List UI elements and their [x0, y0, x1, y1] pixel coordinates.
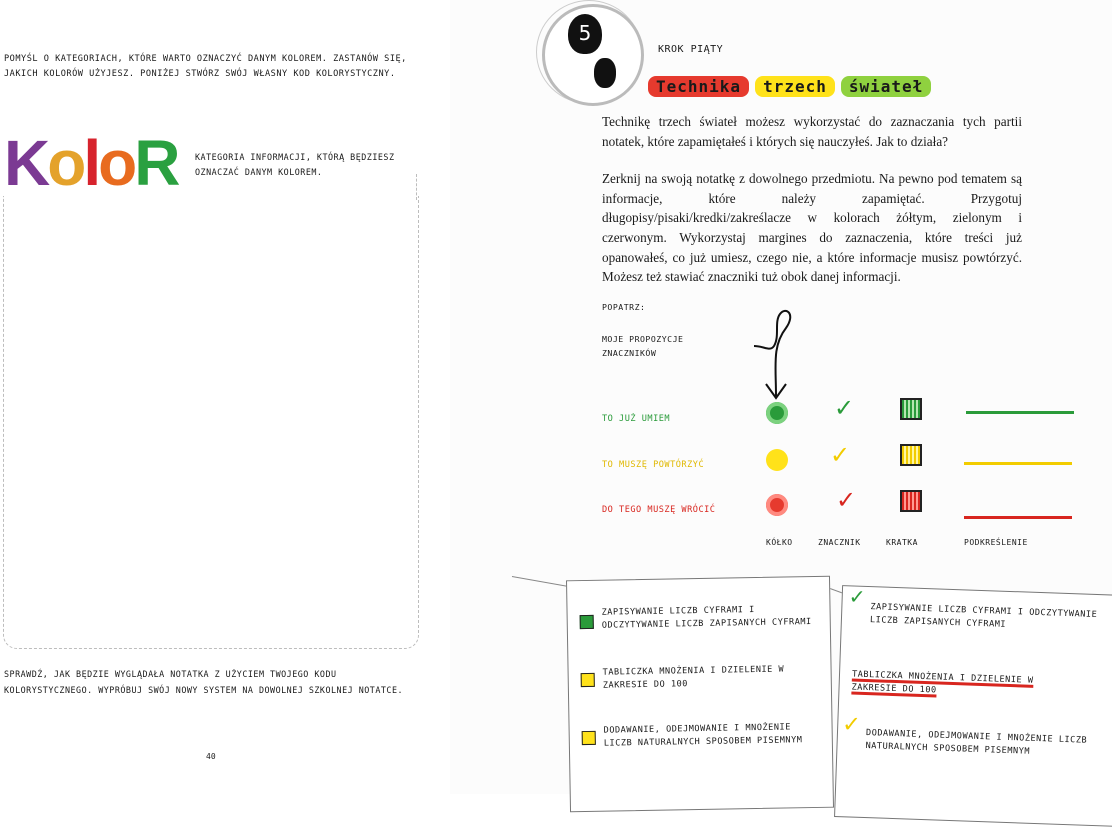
yellow-circle-marker: [766, 449, 788, 471]
column-label-circle: KÓŁKO: [766, 538, 793, 547]
kolor-letter: o: [98, 127, 135, 199]
look-label: POPATRZ:: [602, 302, 646, 312]
green-circle-marker: [766, 402, 788, 424]
green-box-marker: [900, 398, 922, 420]
title-word-red: Technika: [648, 76, 749, 97]
intro-text: POMYŚL O KATEGORIACH, KTÓRE WARTO OZNACZYĆ DANYM KOLOREM. ZASTANÓW SIĘ, JAKICH KOLORÓW UŻYJESZ. PONIŻEJ STWÓRZ SWÓJ WŁASNY KOD KOLORYSTYCZNY.: [4, 54, 407, 79]
column-label-tick: ZNACZNIK: [818, 538, 861, 547]
category-label: KATEGORIA INFORMACJI, KTÓRĄ BĘDZIESZ OZNACZAĆ DANYM KOLOREM.: [195, 152, 395, 177]
yellow-box-icon: [581, 673, 595, 687]
red-box-marker: [900, 490, 922, 512]
check-text: SPRAWDŹ, JAK BĘDZIE WYGLĄDAŁA NOTATKA Z UŻYCIEM TWOJEGO KODU KOLORYSTYCZNEGO. WYPRÓBUJ SWÓJ NOWY SYSTEM NA DOWOLNEJ SZKOLNEJ NOTATCE.: [4, 669, 404, 695]
arrow-icon: [746, 306, 806, 402]
page-number: 40: [206, 752, 216, 761]
card-item: ZAPISYWANIE LICZB CYFRAMI I ODCZYTYWANIE LICZB ZAPISANYCH CYFRAMI: [869, 602, 1098, 630]
kolor-logo: [4, 126, 177, 200]
kolor-letter: l: [83, 127, 99, 199]
yellow-tick-icon: ✓: [841, 712, 862, 738]
yellow-box-icon: [582, 731, 596, 745]
footprint-icon: 5: [568, 14, 602, 54]
step-label: KROK PIĄTY: [658, 44, 724, 55]
red-circle-marker: [766, 494, 788, 516]
title-word-green: świateł: [841, 76, 931, 97]
card-item: DODAWANIE, ODEJMOWANIE I MNOŻENIE LICZB NATURALNYCH SPOSOBEM PISEMNYM: [865, 728, 1088, 757]
card-item: ZAPISYWANIE LICZB CYFRAMI I ODCZYTYWANIE LICZB ZAPISANYCH CYFRAMI: [601, 605, 812, 631]
column-label-box: KRATKA: [886, 538, 918, 547]
kolor-letter: R: [134, 127, 178, 199]
paragraph: Zerknij na swoją notatkę z dowolnego przedmiotu. Na pewno pod tematem są informacje, które należy zapamiętać. Przygotuj długopisy/pisaki/kredki/zakreślacze w kolorach żółtym, zielonym i czerwonym. Wykorzystaj margines do zaznaczenia, które treści już opanowałeś, co już umiesz, czego nie, a które informacje musisz powtórzyć. Możesz też stawiać znaczniki tuż obok danej informacji.: [602, 171, 1022, 285]
green-box-icon: [580, 615, 594, 629]
example-card-markers: [566, 576, 834, 813]
yellow-tick-icon: ✓: [830, 441, 851, 469]
left-page: [0, 0, 450, 794]
row-label-red: DO TEGO MUSZĘ WRÓCIĆ: [602, 505, 716, 515]
section-title: [648, 76, 937, 97]
card-item: TABLICZKA MNOŻENIA I DZIELENIE W ZAKRESIE DO 100: [602, 664, 785, 691]
row-label-yellow: TO MUSZĘ POWTÓRZYĆ: [602, 460, 705, 470]
yellow-underline-marker: [964, 462, 1072, 465]
card-item: DODAWANIE, ODEJMOWANIE I MNOŻENIE LICZB NATURALNYCH SPOSOBEM PISEMNYM: [603, 722, 803, 749]
green-underline-marker: [966, 411, 1074, 414]
red-underline-marker: [964, 516, 1072, 519]
kolor-letter: o: [47, 127, 84, 199]
yellow-box-marker: [900, 444, 922, 466]
column-label-underline: PODKREŚLENIE: [964, 538, 1028, 547]
title-word-yellow: trzech: [755, 76, 835, 97]
card-item-underlined: TABLICZKA MNOŻENIA I DZIELENIE W ZAKRESIE DO 100: [851, 669, 1034, 696]
footprint-heel-icon: [594, 58, 616, 88]
body-text: [602, 112, 1022, 305]
row-label-green: TO JUŻ UMIEM: [602, 414, 671, 424]
green-tick-icon: ✓: [848, 584, 866, 609]
right-page: [450, 0, 1112, 794]
markers-label: MOJE PROPOZYCJE ZNACZNIKÓW: [602, 334, 684, 358]
drawing-area[interactable]: [3, 196, 419, 649]
green-tick-icon: ✓: [834, 394, 855, 422]
example-card-underlines: [834, 585, 1112, 827]
red-tick-icon: ✓: [836, 486, 857, 514]
paragraph: Technikę trzech świateł możesz wykorzystać do zaznaczania tych partii notatek, które zapamiętałeś i których się nauczyłeś. Jak to działa?: [602, 114, 1022, 149]
kolor-letter: K: [4, 127, 48, 199]
